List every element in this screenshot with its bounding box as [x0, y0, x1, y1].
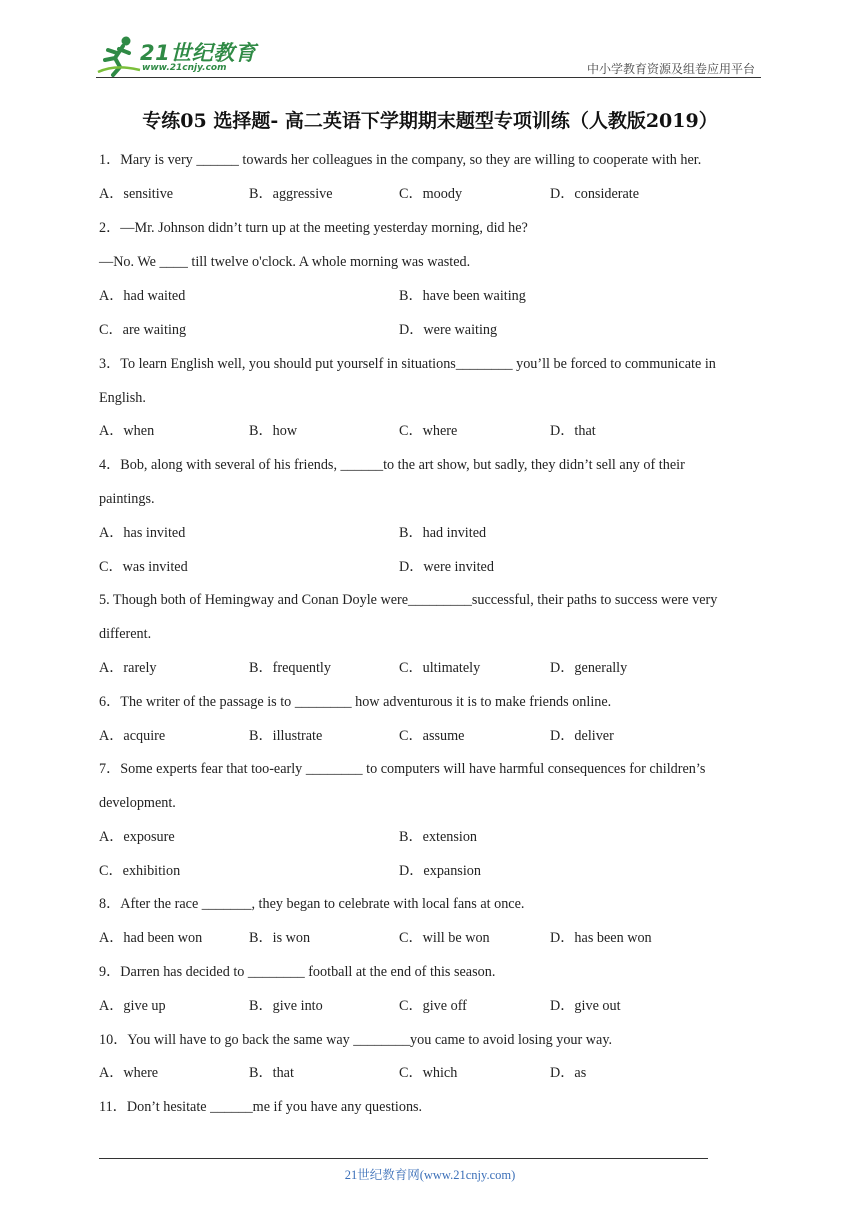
- question-6-options: [99, 726, 769, 746]
- option-b: B．that: [249, 1065, 294, 1081]
- question-5-stem-line2: different.: [99, 626, 152, 642]
- question-3-stem-line2: English.: [99, 390, 146, 406]
- option-a: A．has invited: [99, 525, 186, 541]
- option-b: B．how: [249, 423, 298, 439]
- question-1-options: [99, 184, 769, 204]
- logo-url: www.21cnjy.com: [142, 63, 227, 73]
- question-2-options-row1: [99, 286, 769, 306]
- option-d: D．has been won: [550, 930, 652, 946]
- option-c: C．are waiting: [99, 322, 187, 338]
- option-b: B．extension: [399, 829, 478, 845]
- option-a: A．had waited: [99, 288, 186, 304]
- option-d: D．as: [550, 1065, 587, 1081]
- page-title: 专练05 选择题- 高二英语下学期期末题型专项训练（人教版2019）: [142, 110, 718, 132]
- question-7-options-row2: [99, 861, 769, 881]
- option-d: D．considerate: [550, 186, 640, 202]
- question-1-stem: 1．Mary is very ______ towards her colleagues in the company, so they are willing to cooperate with her.: [99, 152, 702, 168]
- question-9-options: [99, 996, 769, 1016]
- option-d: D．were invited: [399, 559, 494, 575]
- question-2-stem: 2．—Mr. Johnson didn’t turn up at the meeting yesterday morning, did he?: [99, 220, 528, 236]
- option-d: D．expansion: [399, 863, 481, 879]
- option-b: B．frequently: [249, 660, 331, 676]
- runner-logo-icon: [96, 34, 142, 78]
- option-c: C．moody: [399, 186, 463, 202]
- question-2-options-row2: [99, 320, 769, 340]
- option-d: D．give out: [550, 998, 621, 1014]
- question-3-stem: 3．To learn English well, you should put yourself in situations________ you’ll be forced to communicate in: [99, 356, 716, 372]
- question-11-stem: 11．Don’t hesitate ______me if you have any questions.: [99, 1099, 423, 1115]
- option-b: B．illustrate: [249, 728, 323, 744]
- option-d: D．generally: [550, 660, 628, 676]
- option-d: D．deliver: [550, 728, 614, 744]
- option-c: C．ultimately: [399, 660, 481, 676]
- option-a: A．rarely: [99, 660, 157, 676]
- question-4-options-row2: [99, 557, 769, 577]
- option-b: B．is won: [249, 930, 311, 946]
- logo: [96, 34, 266, 78]
- option-b: B．give into: [249, 998, 323, 1014]
- question-7-stem-line2: development.: [99, 795, 176, 811]
- option-c: C．give off: [399, 998, 467, 1014]
- option-c: C．exhibition: [99, 863, 181, 879]
- question-10-stem: 10．You will have to go back the same way ________you came to avoid losing your way.: [99, 1032, 613, 1048]
- option-c: C．was invited: [99, 559, 188, 575]
- option-c: C．where: [399, 423, 458, 439]
- footer-divider: [99, 1158, 708, 1159]
- question-7-options-row1: [99, 827, 769, 847]
- option-d: D．were waiting: [399, 322, 498, 338]
- option-a: A．when: [99, 423, 155, 439]
- question-5-options: [99, 658, 769, 678]
- option-a: A．acquire: [99, 728, 166, 744]
- question-4-stem: 4．Bob, along with several of his friends, ______to the art show, but sadly, they didn’t sell any of their: [99, 457, 685, 473]
- option-b: B．had invited: [399, 525, 487, 541]
- option-b: B．have been waiting: [399, 288, 526, 304]
- question-10-options: [99, 1063, 769, 1083]
- header-tagline: 中小学教育资源及组卷应用平台: [586, 62, 755, 76]
- question-8-options: [99, 928, 769, 948]
- option-a: A．where: [99, 1065, 159, 1081]
- question-9-stem: 9．Darren has decided to ________ football at the end of this season.: [99, 964, 496, 980]
- option-c: C．will be won: [399, 930, 490, 946]
- option-a: A．exposure: [99, 829, 175, 845]
- question-4-stem-line2: paintings.: [99, 491, 155, 507]
- page-header: [96, 34, 761, 78]
- question-6-stem: 6．The writer of the passage is to ________ how adventurous it is to make friends online.: [99, 694, 612, 710]
- logo-text: 21世纪教育: [140, 41, 257, 65]
- question-8-stem: 8．After the race _______, they began to celebrate with local fans at once.: [99, 896, 525, 912]
- question-7-stem: 7．Some experts fear that too-early ________ to computers will have harmful consequences for children’s: [99, 761, 706, 777]
- footer-link[interactable]: 21世纪教育网(www.21cnjy.com): [344, 1168, 516, 1182]
- question-5-stem: 5. Though both of Hemingway and Conan Doyle were_________successful, their paths to success were very: [99, 592, 718, 608]
- option-a: A．give up: [99, 998, 166, 1014]
- question-2-stem-line2: —No. We ____ till twelve o'clock. A whole morning was wasted.: [99, 254, 471, 270]
- question-3-options: [99, 421, 769, 441]
- option-c: C．assume: [399, 728, 465, 744]
- header-divider: [96, 77, 761, 78]
- option-a: A．had been won: [99, 930, 203, 946]
- question-4-options-row1: [99, 523, 769, 543]
- option-d: D．that: [550, 423, 596, 439]
- option-b: B．aggressive: [249, 186, 333, 202]
- option-a: A．sensitive: [99, 186, 174, 202]
- option-c: C．which: [399, 1065, 458, 1081]
